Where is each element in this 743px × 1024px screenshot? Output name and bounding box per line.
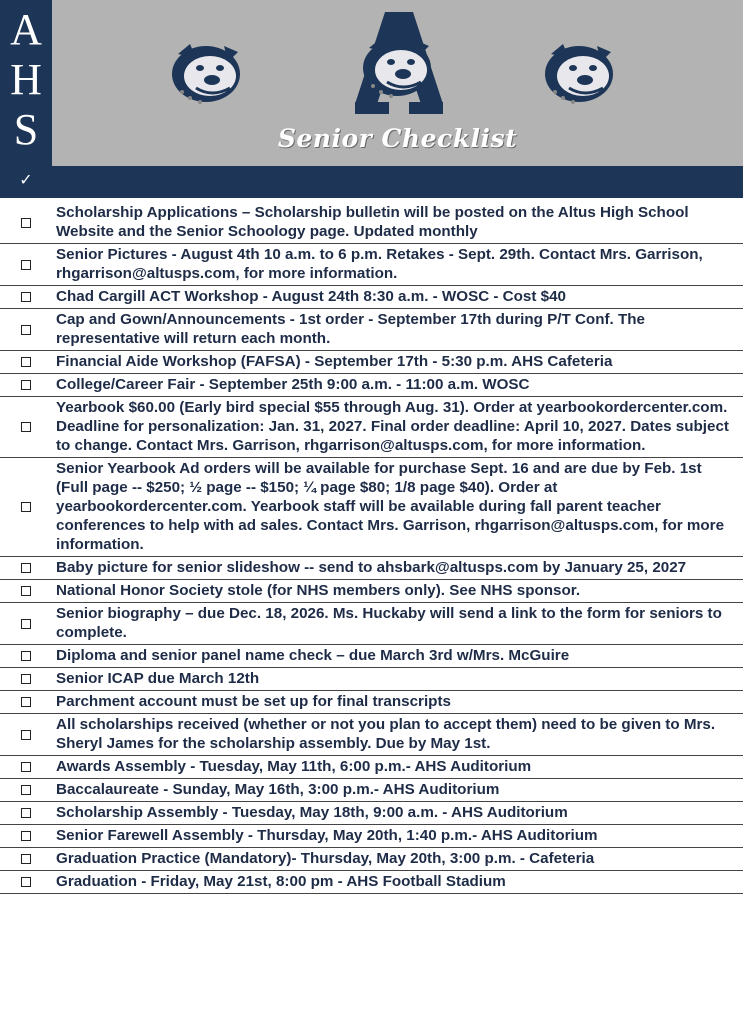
checkbox-cell <box>0 325 52 335</box>
checklist-row <box>0 802 743 825</box>
checklist-row <box>0 557 743 580</box>
checkbox[interactable] <box>21 697 31 707</box>
bulldog-mascot-icon <box>357 34 441 100</box>
checkbox-cell <box>0 877 52 887</box>
checklist-row <box>0 244 743 286</box>
checkbox[interactable] <box>21 292 31 302</box>
checkbox[interactable] <box>21 619 31 629</box>
header <box>0 0 743 198</box>
checkbox-cell <box>0 380 52 390</box>
checklist-item-text: Baccalaureate - Sunday, May 16th, 3:00 p.m.- AHS Auditorium <box>56 781 500 798</box>
checklist-row <box>0 645 743 668</box>
checklist-row <box>0 580 743 603</box>
checkbox[interactable] <box>21 357 31 367</box>
checkbox-cell <box>0 854 52 864</box>
checkbox[interactable] <box>21 380 31 390</box>
checklist-item-text: Graduation Practice (Mandatory)- Thursday, May 20th, 3:00 p.m. - Cafeteria <box>56 850 595 867</box>
checkbox-cell <box>0 808 52 818</box>
checklist-item-text: Senior Yearbook Ad orders will be available for purchase Sept. 16 and are due by Feb. 1st (Full page -- $250; ½ page -- $150; ¼ page $80; 1/8 page $40). Order at yearbookordercenter.com. Yearbook staff will be available during fall parent teacher conferences to help with ad sales. Contact Mrs. Garrison, rhgarrison@altusps.com, for more information. <box>56 460 725 553</box>
checkbox[interactable] <box>21 674 31 684</box>
check-column-icon: ✓ <box>19 170 33 189</box>
checklist-item-text: Yearbook $60.00 (Early bird special $55 through Aug. 31). Order at yearbookordercenter.com. Deadline for personalization: Jan. 31, 2027. Final order deadline: April 10, 2027. Dates subject to change. Contact Mrs. Garrison, rhgarrison@altusps.com, for more information. <box>56 399 729 454</box>
checkbox-cell <box>0 260 52 270</box>
checklist-row <box>0 374 743 397</box>
checkbox[interactable] <box>21 325 31 335</box>
checkbox[interactable] <box>21 808 31 818</box>
checkbox[interactable] <box>21 422 31 432</box>
banner-bottom-bar <box>52 166 743 198</box>
checkbox-cell <box>0 502 52 512</box>
checklist-item-text: Graduation - Friday, May 21st, 8:00 pm - AHS Football Stadium <box>56 873 506 890</box>
checklist-item-text: Cap and Gown/Announcements - 1st order - September 17th during P/T Conf. The representative will return each month. <box>56 311 645 347</box>
checkbox[interactable] <box>21 260 31 270</box>
checklist-row <box>0 309 743 351</box>
checkbox-cell <box>0 831 52 841</box>
checklist-item-text: Parchment account must be set up for final transcripts <box>56 693 451 710</box>
page-title: Senior Checklist <box>277 124 518 153</box>
checkbox[interactable] <box>21 785 31 795</box>
checklist-item-text: Scholarship Assembly - Tuesday, May 18th, 9:00 a.m. - AHS Auditorium <box>56 804 568 821</box>
checklist-item-text: Chad Cargill ACT Workshop - August 24th 8:30 a.m. - WOSC - Cost $40 <box>56 288 566 305</box>
checklist-item-text: Senior biography – due Dec. 18, 2026. Ms. Huckaby will send a link to the form for seniors to complete. <box>56 605 722 641</box>
checkbox[interactable] <box>21 854 31 864</box>
side-letter-s: S <box>13 105 39 154</box>
bulldog-mascot-icon <box>168 40 248 106</box>
checkbox[interactable] <box>21 563 31 573</box>
checklist-item-text: National Honor Society stole (for NHS members only). See NHS sponsor. <box>56 582 581 599</box>
checkbox[interactable] <box>21 502 31 512</box>
checklist-row <box>0 714 743 756</box>
checkbox-cell <box>0 785 52 795</box>
checkbox-cell <box>0 697 52 707</box>
checklist-item-text: All scholarships received (whether or not you plan to accept them) need to be given to Mrs. Sheryl James for the scholarship assembly. Due by May 1st. <box>56 716 716 752</box>
checkbox-cell <box>0 762 52 772</box>
checklist-item-text: College/Career Fair - September 25th 9:00 a.m. - 11:00 a.m. WOSC <box>56 376 530 393</box>
checklist-row <box>0 286 743 309</box>
checklist-row <box>0 202 743 244</box>
checkbox[interactable] <box>21 877 31 887</box>
checkbox-cell <box>0 218 52 228</box>
checklist-row <box>0 603 743 645</box>
checklist-item-text: Senior Pictures - August 4th 10 a.m. to 6 p.m. Retakes - Sept. 29th. Contact Mrs. Garrison, rhgarrison@altusps.com, for more information. <box>56 246 703 282</box>
checkbox-cell <box>0 651 52 661</box>
side-letter-h: H <box>10 55 42 104</box>
side-letter-a: A <box>10 5 42 54</box>
checklist <box>0 202 743 894</box>
checklist-row <box>0 825 743 848</box>
checkbox[interactable] <box>21 586 31 596</box>
checklist-item-text: Baby picture for senior slideshow -- send to ahsbark@altusps.com by January 25, 2027 <box>56 559 687 576</box>
checklist-row <box>0 397 743 458</box>
checkbox-cell <box>0 292 52 302</box>
checklist-item-text: Senior ICAP due March 12th <box>56 670 260 687</box>
checklist-row <box>0 848 743 871</box>
checklist-row <box>0 871 743 894</box>
checklist-row <box>0 756 743 779</box>
checklist-row <box>0 351 743 374</box>
checkbox-cell <box>0 422 52 432</box>
bulldog-mascot-icon <box>541 40 621 106</box>
checkbox-cell <box>0 586 52 596</box>
checklist-row <box>0 779 743 802</box>
checklist-item-text: Diploma and senior panel name check – due March 3rd w/Mrs. McGuire <box>56 647 570 664</box>
checkbox[interactable] <box>21 730 31 740</box>
checklist-item-text: Scholarship Applications – Scholarship bulletin will be posted on the Altus High School Website and the Senior Schoology page. Updated monthly <box>56 204 689 240</box>
checklist-item-text: Awards Assembly - Tuesday, May 11th, 6:00 p.m.- AHS Auditorium <box>56 758 532 775</box>
checkbox-cell <box>0 674 52 684</box>
checklist-item-text: Financial Aide Workshop (FAFSA) - September 17th - 5:30 p.m. AHS Cafeteria <box>56 353 613 370</box>
checklist-item-text: Senior Farewell Assembly - Thursday, May 20th, 1:40 p.m.- AHS Auditorium <box>56 827 598 844</box>
checkbox[interactable] <box>21 651 31 661</box>
checkbox[interactable] <box>21 762 31 772</box>
checkbox-cell <box>0 730 52 740</box>
checkbox-cell <box>0 619 52 629</box>
checkbox[interactable] <box>21 218 31 228</box>
checkbox[interactable] <box>21 831 31 841</box>
checklist-row <box>0 458 743 557</box>
checkbox-cell <box>0 563 52 573</box>
checklist-row <box>0 691 743 714</box>
checklist-row <box>0 668 743 691</box>
checkbox-cell <box>0 357 52 367</box>
